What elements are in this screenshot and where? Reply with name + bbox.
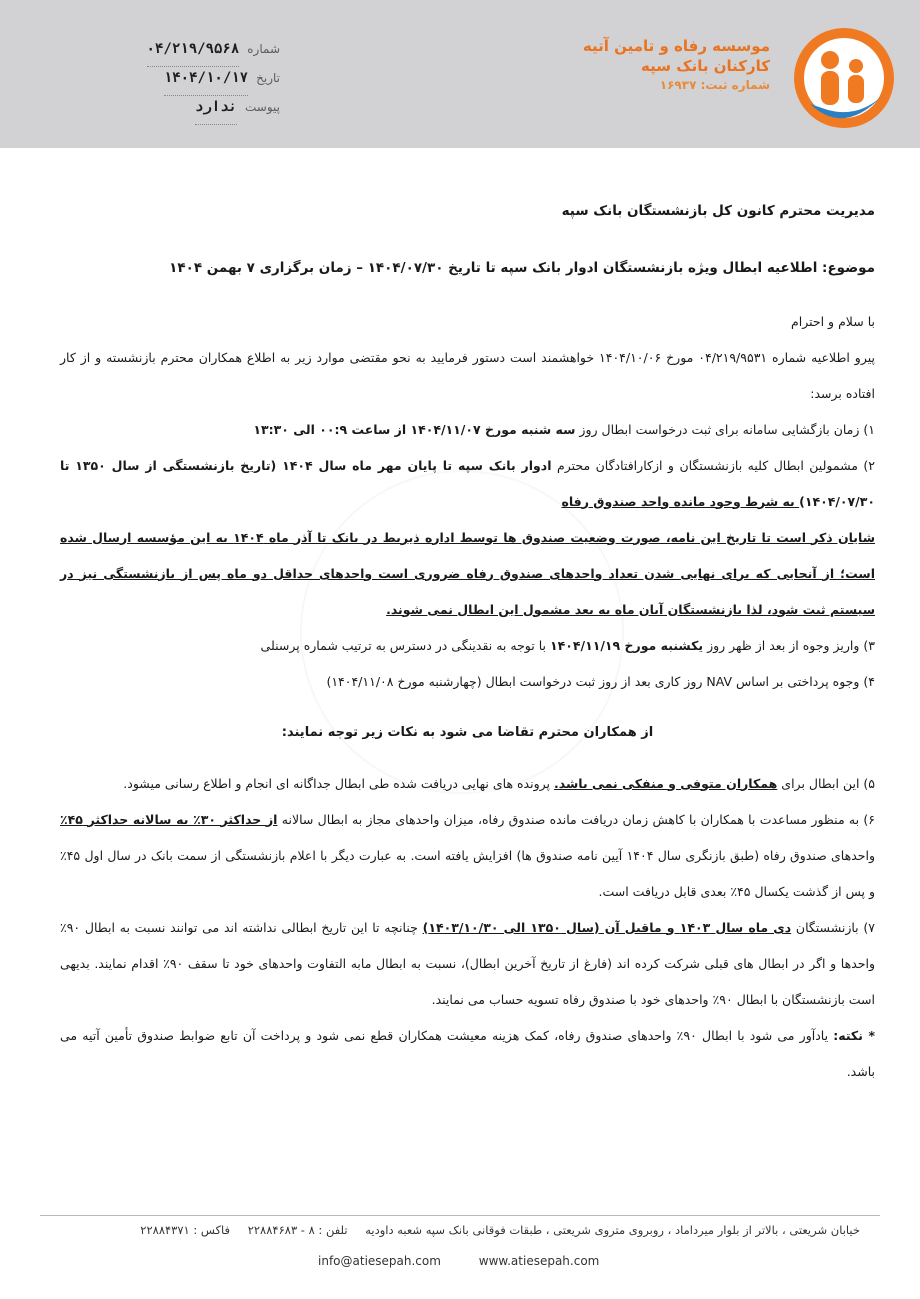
item-2-condition: به شرط وجود مانده واحد صندوق رفاه bbox=[561, 493, 800, 509]
item-1-text: ۱) زمان بازگشایی سامانه برای ثبت درخواست ابطال روز bbox=[575, 421, 875, 437]
final-note-label: * نکته: bbox=[833, 1027, 875, 1043]
item-5-rest: پرونده های نهایی دریافت شده طی ابطال جداگانه ای انجام و اطلاع رسانی میشود. bbox=[123, 775, 554, 791]
footer-divider bbox=[40, 1215, 880, 1216]
organization-logo bbox=[788, 26, 900, 130]
item-5 bbox=[60, 766, 875, 802]
subject-line: موضوع: اطلاعیه ابطال ویژه بازنشستگان ادوار بانک سپه تا تاریخ ۱۴۰۴/۰۷/۳۰ – زمان برگزاری ۷ بهمن ۱۴۰۴ bbox=[169, 260, 875, 276]
item-3-rest: با توجه به نقدینگی در دسترس به ترتیب شماره پرسنلی bbox=[260, 637, 550, 653]
footer-address bbox=[126, 1223, 860, 1237]
item-1 bbox=[60, 412, 875, 448]
attachment-label: پیوست bbox=[245, 100, 280, 114]
item-7-text: ۷) بازنشستگان bbox=[791, 919, 876, 935]
item-5-text: ۵) این ابطال برای bbox=[777, 775, 875, 791]
item-4: ۴) وجوه پرداختی بر اساس NAV روز کاری بعد از روز ثبت درخواست ابطال (چهارشنبه مورخ ۱۴۰۴/۱۱/۰۸) bbox=[326, 673, 875, 689]
item-6-rest: واحدهای صندوق رفاه (طبق بازنگری سال ۱۴۰۴ آیین نامه صندوق ها) افزایش یافته است. به عبارت دیگر با اعلام بازنشستگی از سمت بانک در سال اول ۴۵٪ و پس از گذشت یکسال ۴۵٪ بعدی قابل دریافت است. bbox=[60, 847, 875, 899]
item-7-rest: چنانچه تا این تاریخ ابطالی نداشته اند می توانند نسبت به ابطال ۹۰٪ واحدها و اگر در ابطال های قبلی شرکت کرده اند (فارغ از تاریخ آخرین ابطال)، نسبت به ابطال مابه التفاوت واحدهای خود تا سقف ۹۰٪ اقدام نمایند. بدیهی است بازنشستگان با ابطال ۹۰٪ واحدهای خود با صندوق رفاه تسویه حساب می نمایند. bbox=[60, 919, 876, 1007]
fax-text: فاکس : ۲۲۸۸۴۳۷۱ bbox=[140, 1223, 231, 1237]
item-6-text: ۶) به منظور مساعدت با همکاران با کاهش زمان دریافت مانده صندوق رفاه، میزان واحدهای مجاز به ابطال سالانه bbox=[277, 811, 875, 827]
item-2-text: ۲) مشمولین ابطال کلیه بازنشستگان و ازکارافتادگان محترم bbox=[551, 457, 875, 473]
letter-body bbox=[60, 175, 875, 1090]
letter-date: ۱۴۰۴/۱۰/۱۷ bbox=[164, 67, 248, 96]
website-link[interactable]: www.atiesepah.com bbox=[478, 1254, 600, 1268]
letter-meta bbox=[60, 38, 280, 125]
item-3-bold: یکشنبه مورخ ۱۴۰۴/۱۱/۱۹ bbox=[549, 637, 704, 653]
final-note bbox=[60, 1018, 875, 1090]
greeting: با سلام و احترام bbox=[791, 313, 875, 329]
addressee: مدیریت محترم کانون کل بازنشستگان بانک سپه bbox=[561, 202, 875, 219]
phone-text: تلفن : ۸ - ۲۲۸۸۴۶۸۳ bbox=[247, 1223, 348, 1237]
item-6-bold: از حداکثر ۳۰٪ به سالانه حداکثر ۴۵٪ bbox=[60, 811, 278, 827]
intro-paragraph: پیرو اطلاعیه شماره ۰۴/۲۱۹/۹۵۳۱ مورخ ۱۴۰۴/۱۰/۰۶ خواهشمند است دستور فرمایید به نحو مقتضی موارد زیر به اطلاع همکاران محترم بازنشسته و از کار افتاده برسد: bbox=[60, 349, 875, 401]
date-label: تاریخ bbox=[256, 71, 280, 85]
email-link[interactable]: info@atiesepah.com bbox=[318, 1254, 441, 1268]
letter-number: ۰۴/۲۱۹/۹۵۶۸ bbox=[147, 38, 240, 67]
item-2-bold: ادوار بانک سپه تا پایان مهر ماه سال ۱۴۰۴ (تاریخ بازنشستگی از سال ۱۳۵۰ تا ۱۴۰۴/۰۷/۳۰) bbox=[60, 457, 875, 509]
org-registration: شماره ثبت: ۱۶۹۳۷ bbox=[659, 78, 770, 92]
important-note: شایان ذکر است تا تاریخ این نامه، صورت وضعیت صندوق ها توسط اداره ذیربط در بانک تا آذر ماه ۱۴۰۴ به این مؤسسه ارسال شده است؛ از آنجایی که برای نهایی شدن تعداد واحدهای صندوق رفاه ضروری است واحدهای حداقل دو ماه پس از بازنشستگی نیز در سیستم ثبت شود، لذا بازنشستگان آبان ماه به بعد مشمول این ابطال نمی شوند. bbox=[60, 529, 875, 617]
request-heading: از همکاران محترم تقاضا می شود به نکات زیر توجه نمایند: bbox=[281, 724, 654, 740]
item-2 bbox=[60, 448, 875, 520]
item-7 bbox=[60, 910, 875, 1018]
footer-web bbox=[318, 1254, 633, 1268]
address-text: خیابان شریعتی ، بالاتر از بلوار میرداماد ، روبروی متروی شریعتی ، طبقات فوقانی بانک سپه شعبه داودیه bbox=[365, 1223, 860, 1237]
item-1-bold: سه شنبه مورخ ۱۴۰۴/۱۱/۰۷ از ساعت ۰۰:۹ الی ۱۳:۳۰ bbox=[253, 421, 576, 437]
item-3-text: ۳) واریز وجوه از بعد از ظهر روز bbox=[703, 637, 875, 653]
organization-name bbox=[583, 36, 770, 94]
number-label: شماره bbox=[247, 42, 280, 56]
item-7-bold: دی ماه سال ۱۴۰۳ و ماقبل آن (سال ۱۳۵۰ الی ۱۴۰۳/۱۰/۳۰) bbox=[422, 919, 792, 935]
item-3 bbox=[60, 628, 875, 664]
org-name-line2: کارکنان بانک سپه bbox=[641, 57, 770, 75]
org-name-line1: موسسه رفاه و تامین آتیه bbox=[582, 37, 770, 55]
item-5-bold: همکاران متوفی و منفکی نمی باشد. bbox=[553, 775, 778, 791]
final-note-text: یادآور می شود با ابطال ۹۰٪ واحدهای صندوق رفاه، کمک هزینه معیشت همکاران قطع نمی شود و پرداخت آن تابع ضوابط صندوق تأمین آتیه می باشد. bbox=[60, 1027, 875, 1079]
item-6 bbox=[60, 802, 875, 910]
attachment-value: ندارد bbox=[195, 96, 237, 125]
